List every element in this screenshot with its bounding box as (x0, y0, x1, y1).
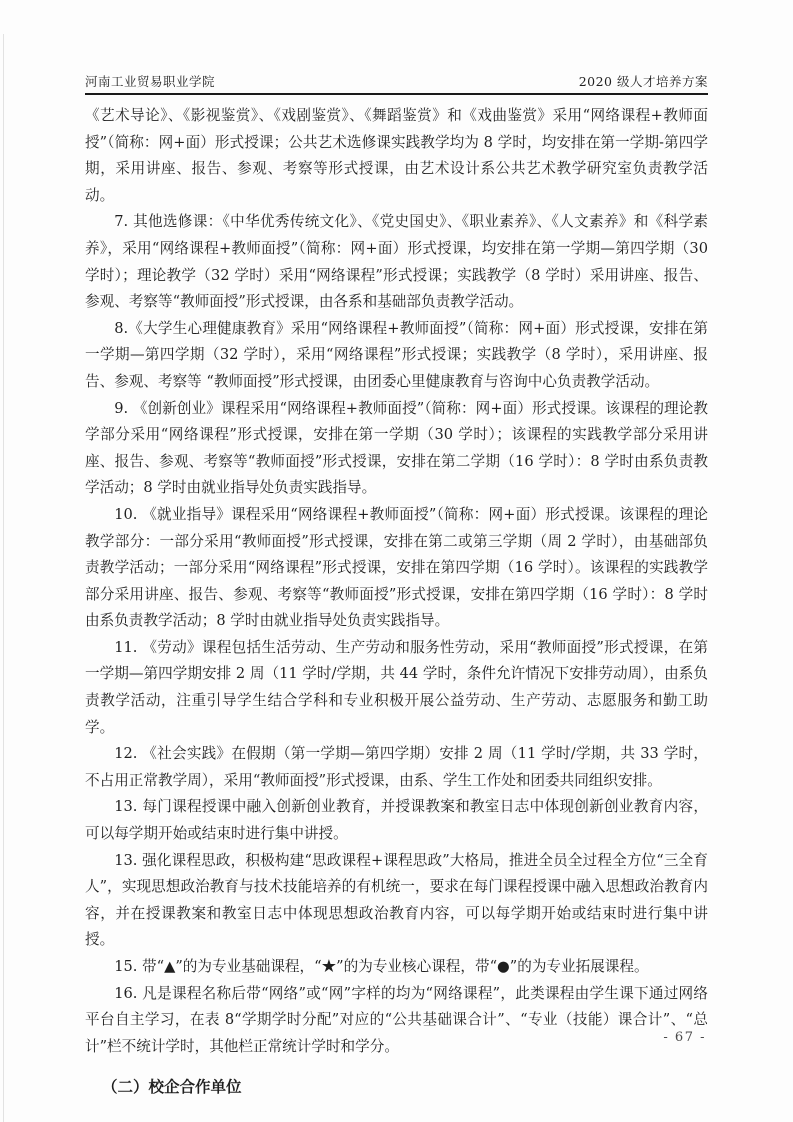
paragraph-item-8: 8.《大学生心理健康教育》采用“网络课程+教师面授”（简称：网+面）形式授课，安排在第一学期—第四学期（32 学时），采用“网络课程”形式授课；实践教学（8 学时），采用讲座、报告、参观、考察等 “教师面授”形式授课，由团委心里健康教育与咨询中心负责教学活动。 (85, 319, 708, 390)
paragraph-item-7: 7. 其他选修课：《中华优秀传统文化》、《党史国史》、《职业素养》、《人文素养》和《科学素养》，采用“网络课程+教师面授”（简称：网+面）形式授课，均安排在第一学期—第四学期（30 学时）；理论教学（32 学时）采用“网络课程”形式授课；实践教学（8 学时）采用讲座、报告、参观、考察等“教师面授”形式授课，由各系和基础部负责教学活动。 (85, 213, 708, 311)
paragraph-item-11: 11. 《劳动》课程包括生活劳动、生产劳动和服务性劳动，采用“教师面授”形式授课，在第一学期—第四学期安排 2 周（11 学时/学期，共 44 学时，条件允许情况下安排劳动周），由系负责教学活动，注重引导学生结合学科和专业积极开展公益劳动、生产劳动、志愿服务和勤工助学。 (85, 638, 708, 736)
paragraph-item-16: 16. 凡是课程名称后带“网络”或“网”字样的均为“网络课程”，此类课程由学生课下通过网络平台自主学习，在表 8“学期学时分配”对应的“公共基础课合计”、“专业（技能）课合计”、“总计”栏不统计学时，其他栏正常统计学时和学分。 (85, 984, 708, 1055)
paragraph-item-10: 10. 《就业指导》课程采用“网络课程+教师面授”（简称：网+面）形式授课。该课程的理论教学部分：一部分采用“教师面授”形式授课，安排在第二或第三学期（周 2 学时），由基础部负责教学活动；一部分采用“网络课程”形式授课，安排在第四学期（16 学时）。该课程的实践教学部分采用讲座、报告、参观、考察等“教师面授”形式授课，安排在第四学期（16 学时）：8 学时由系负责教学活动；8 学时由就业指导处负责实践指导。 (85, 505, 708, 630)
paragraph-item-13b: 13. 强化课程思政，积极构建“思政课程+课程思政”大格局，推进全员全过程全方位“三全育人”，实现思想政治教育与技术技能培养的有机统一，要求在每门课程授课中融入思想政治教育内容，并在授课教案和教室日志中体现思想政治教育内容，可以每学期开始或结束时进行集中讲授。 (85, 851, 708, 949)
section-heading-cooperation-units: （二）校企合作单位 (102, 1078, 242, 1097)
scan-artifact-line (3, 34, 4, 1122)
header-plan-title: 2020 级人才培养方案 (578, 74, 708, 89)
header-divider (85, 93, 708, 95)
paragraph-item-9: 9. 《创新创业》课程采用“网络课程+教师面授”（简称：网+面）形式授课。该课程的理论教学部分采用“网络课程”形式授课，安排在第一学期（30 学时）；该课程的实践教学部分采用讲座、报告、参观、考察等“教师面授”形式授课，安排在第二学期（16 学时）：8 学时由系负责教学活动；8 学时由就业指导处负责实践指导。 (85, 399, 708, 497)
page-header (85, 72, 708, 90)
paragraph-item-12: 12. 《社会实践》在假期（第一学期—第四学期）安排 2 周（11 学时/学期，共 33 学时，不占用正常教学周），采用“教师面授”形式授课，由系、学生工作处和团委共同组织安排。 (85, 745, 708, 789)
paragraph-item-15: 15. 带“▲”的为专业基础课程，“★”的为专业核心课程，带“●”的为专业拓展课程。 (114, 958, 649, 975)
paragraph-item-13a: 13. 每门课程授课中融入创新创业教育，并授课教案和教室日志中体现创新创业教育内容，可以每学期开始或结束时进行集中讲授。 (85, 798, 708, 843)
document-body (85, 103, 708, 1099)
page-number: - 67 - (663, 1030, 706, 1045)
header-school-name: 河南工业贸易职业学院 (85, 74, 216, 89)
paragraph-art-courses: 《艺术导论》、《影视鉴赏》、《戏剧鉴赏》、《舞蹈鉴赏》和《戏曲鉴赏》采用“网络课程+教师面授”（简称：网+面）形式授课；公共艺术选修课实践教学均为 8 学时，均安排在第一学期-第四学期，采用讲座、报告、参观、考察等形式授课，由艺术设计系公共艺术教学研究室负责教学活动。 (85, 107, 708, 204)
